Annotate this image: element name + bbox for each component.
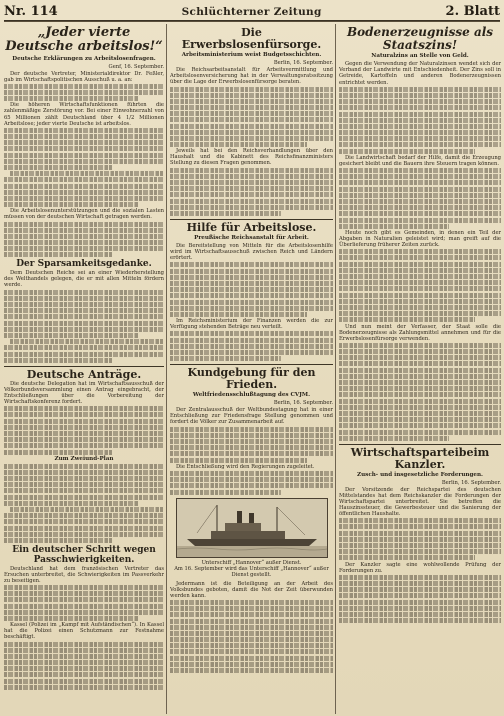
masthead (4, 2, 500, 21)
article-paragraph: Der Vorsitzende der Reichspartei des deutschen Mittelstandes hat dem Reichskanzler die Forderungen der Wirtschaftspartei unterbreitet. Sie betreffen die Hauszinssteuer, die Gewerbesteuer und die Sanierung der öffentlichen Haushalte. (339, 486, 501, 518)
sheet-number: 2. Blatt (445, 4, 500, 19)
text-lines (339, 168, 501, 229)
section-subheading: Preußische Reichsanstalt für Arbeit. (194, 235, 309, 242)
text-lines (4, 290, 164, 363)
text-lines (170, 262, 333, 317)
masthead-rule (4, 21, 500, 22)
section-heading: Ein deutscher Schritt wegen Passchwierigkeiten. (12, 544, 156, 565)
ship-photo (176, 498, 328, 558)
section-subheading: Zusch- und insgesetzliche Forderungen. (357, 471, 483, 478)
article-paragraph: Die höheren Wirtschaftsfunktionen führten die zahlenmäßige Zerstörung vor. Bei einer Einwohnerzahl von 65 Millionen zählt Deutschland über 4 1/2 Millionen Arbeitslose; jeder vierte Deutsche ist arbeitslos. (4, 102, 164, 127)
issue-number: Nr. 114 (4, 4, 58, 19)
section-heading: Deutsche Anträge. (4, 366, 164, 381)
column-divider (335, 24, 336, 714)
article-paragraph: Heute noch gibt es Gemeinden, in denen ein Teil der Abgaben in Naturalien geleistet wird; man greift auf die Überlieferung früherer Zeiten zurück. (339, 229, 501, 249)
section-heading: Wirtschaftsparteibeim Kanzler. (339, 444, 501, 471)
photo-caption-detail: Am 16. September wird das Unterschiff „Hannover“ außer Dienst gestellt. (174, 565, 329, 578)
photo-caption: Unterschiff „Hannover“ außer Dienst. (201, 559, 302, 566)
text-lines (170, 427, 333, 463)
article-subheadline: Naturalzins an Stelle von Geld. (371, 53, 469, 60)
article-paragraph: Gegen die Verwendung der Naturalzinsen wendet sich der Verband der Landwirte mit Entschiedenheit. Der Zins soll in Getreide, Kartoffeln und anderen Bodenerzeugnissen entrichtet werden. (339, 61, 501, 86)
dateline: Genf, 16. September. (108, 63, 164, 70)
text-lines (4, 128, 164, 207)
article-paragraph: Die Landwirtschaft bedarf der Hilfe, damit die Erzeugung gesichert bleibt und die Bauern ihre Steuern tragen können. (339, 154, 501, 167)
text-lines (170, 331, 333, 361)
article-headline: Die Erwerbslosenfürsorge. (181, 26, 322, 52)
article-headline: Bodenerzeugnisse als Staatszins! (346, 25, 494, 53)
column-divider (166, 24, 167, 714)
article-paragraph: Jedermann ist die Beteiligung an der Arbeit des Volksbundes geboten, damit die Not der Zeit überwunden werden kann. (170, 580, 333, 599)
text-lines (339, 575, 501, 623)
article-paragraph: Der Kanzler sagte eine wohlwollende Prüfung der Forderungen zu. (339, 561, 501, 574)
text-lines (4, 464, 164, 543)
article-paragraph: Dem Deutschen Reiche sei an einer Wiederherstellung des Welthandels gelegen, die er mit allen Mitteln fördern werde. (4, 270, 164, 289)
article-paragraph: Die Reichsarbeitsanstalt für Arbeitsvermittlung und Arbeitslosenversicherung hat in der Verwaltungsratssitzung über die Lage der Erwerbslosenfürsorge beraten. (170, 67, 333, 86)
article-paragraph: Die deutsche Delegation hat im Wirtschaftsausschuß der Völkerbundsversammlung einen Antrag eingebracht, der Entschließungen über die Vorbereitung der Wirtschaftskonferenz fordert. (4, 380, 164, 405)
ship-icon (177, 499, 327, 557)
section-heading: Der Sparsamkeitsgedanke. (16, 259, 152, 270)
dateline: Berlin, 16. September. (441, 479, 501, 486)
text-lines (339, 343, 501, 441)
newspaper-title: Schlüchterner Zeitung (181, 6, 322, 18)
text-lines (4, 406, 164, 454)
article-paragraph: Kassel (Polizei im „Kampf mit Aufständischen“). In Kassel hat die Polizei einen Schutzmann zur Festnahme beschäftigt. (4, 622, 164, 641)
section-heading: Kundgebung für den Frieden. (170, 364, 333, 391)
text-lines (4, 84, 164, 101)
dateline: Berlin, 16. September. (273, 400, 333, 407)
text-lines (170, 87, 333, 148)
article-subheadline: Deutsche Erklärungen zu Arbeitslosenfragen. (12, 55, 156, 62)
text-lines (4, 222, 164, 258)
column-middle (170, 25, 333, 714)
text-lines (4, 585, 164, 621)
article-paragraph: Und nun meint der Verfasser, der Staat solle die Bodenerzeugnisse als Zahlungsmittel annehmen und für die Erwerbslosenfürsorge verwenden. (339, 323, 501, 342)
text-lines (339, 249, 501, 322)
article-headline: „Jeder vierte Deutsche arbeitslos!“ (5, 25, 163, 55)
article-paragraph: Jeweils hat bei den Reichsverhandlungen über den Haushalt und die Kabinett des Reichsfinanzministers Stellung zu diesen Fragen genommen. (170, 148, 333, 167)
text-lines (170, 600, 333, 673)
article-paragraph: Die Arbeitslosenunterstützungen und die sozialen Lasten müssen von der deutschen Wirtschaft getragen werden. (4, 208, 164, 221)
article-paragraph: Die Bereitstellung von Mitteln für die Arbeitslosenhilfe wird im Wirtschaftsausschuß zwischen Reich und Ländern erörtert. (170, 243, 333, 262)
text-lines (170, 471, 333, 495)
text-lines (339, 518, 501, 560)
dateline: Berlin, 16. September. (273, 60, 333, 67)
article-paragraph: Deutschland hat dem französischen Vertreter das Ersuchen unterbreitet, die Schwierigkeiten im Passverkehr zu beseitigen. (4, 565, 164, 584)
text-lines (170, 168, 333, 216)
column-left (4, 25, 164, 714)
section-heading: Hilfe für Arbeitslose. (170, 219, 333, 234)
article-paragraph: Die Entschließung wird den Regierungen zugeleitet. (176, 463, 315, 470)
section-subheading: Zum Zweiund-Plan (54, 455, 114, 462)
column-right (339, 25, 501, 714)
text-lines (4, 642, 164, 690)
article-paragraph: Im Reichsministerium der Finanzen werden die zur Verfügung stehenden Beträge neu verteilt. (170, 318, 333, 331)
article-subheadline: Arbeitsministerium weist Budgetsschichten. (181, 52, 322, 59)
article-paragraph: Der Zentralausschuß der Weltbundestagung hat in einer Entschließung zur Friedensfrage Stellung genommen und fordert die Völker zur Zusammenarbeit auf. (170, 407, 333, 426)
section-subheading: Weltfriedensschlußtagung des CVJM. (192, 392, 311, 399)
article-paragraph: Der deutsche Vertreter, Ministerialdirektor Dr. Feßler, gab im Wirtschaftspolitischen Ausschuß u. a. an: (4, 70, 164, 83)
text-lines (339, 87, 501, 154)
